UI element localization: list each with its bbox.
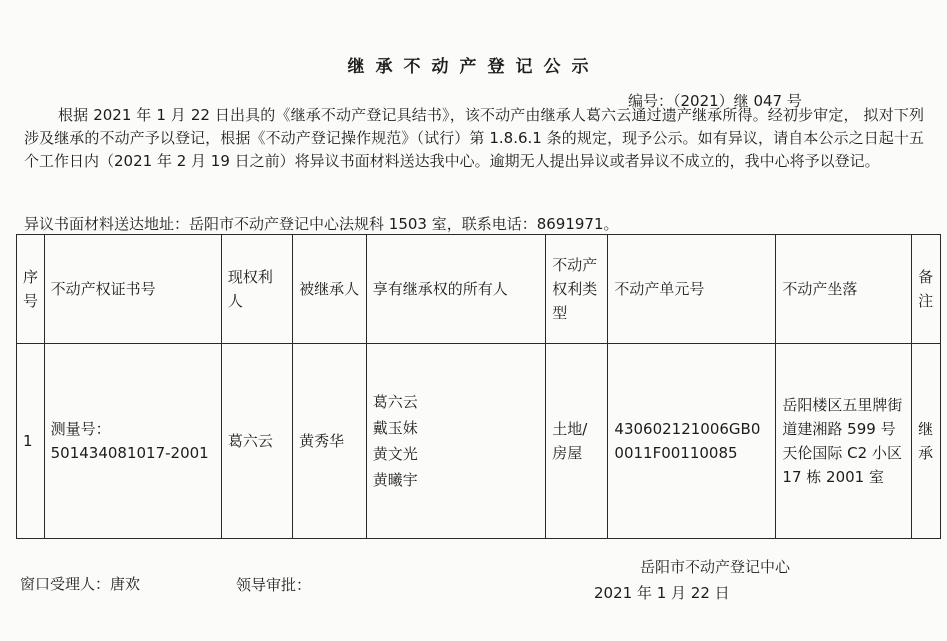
issue-date: 2021 年 1 月 22 日 [594, 584, 730, 602]
property-table [16, 234, 941, 539]
header-cert: 不动产权证书号 [44, 235, 221, 344]
issuing-organization: 岳阳市不动产登记中心 [640, 558, 791, 576]
header-location: 不动产坐落 [776, 235, 912, 344]
heir-name: 戴玉妹 [372, 419, 418, 437]
header-seq: 序号 [17, 235, 45, 344]
cell-note: 继承 [912, 344, 941, 539]
cell-cert [44, 344, 221, 539]
leader-approval: 领导审批： [236, 576, 312, 594]
window-receiver: 窗口受理人：唐欢 [20, 575, 141, 593]
header-right-type: 不动产权利类型 [546, 235, 608, 344]
table-row [17, 344, 941, 539]
cell-location: 岳阳楼区五里牌街道建湘路 599 号天伦国际 C2 小区 17 栋 2001 室 [776, 344, 912, 539]
table-header-row [17, 235, 941, 344]
header-unit-no: 不动产单元号 [608, 235, 776, 344]
document-title: 继承不动产登记公示 [347, 57, 600, 77]
heir-name: 黄曦宇 [372, 471, 418, 489]
cell-heir: 黄秀华 [293, 344, 367, 539]
cert-number: 501434081017-2001 [50, 444, 209, 462]
document-number: 编号：（2021）继 047 号 [628, 92, 802, 110]
header-all-heirs: 享有继承权的所有人 [366, 235, 546, 344]
cell-unit-no: 430602121006GB00011F00110085 [608, 344, 776, 539]
header-heir: 被继承人 [293, 235, 367, 344]
header-owner: 现权利人 [221, 235, 292, 344]
notice-body: 根据 2021 年 1 月 22 日出具的《继承不动产登记具结书》，该不动产由继承人葛六云通过遗产继承所得。经初步审定， 拟对下列涉及继承的不动产予以登记，根据《不动产登记操作规范》（试行）第 1.8.6.1 条的规定，现予公示。如有异议，请自本公示之日起十五个工作日内（2021 年 2 月 19 日之前）将异议书面材料送达我中心。逾期无人提出异议或者异议不成立的，我中心将予以登记。 [24, 106, 924, 170]
cell-right-type: 土地/房屋 [546, 344, 608, 539]
heir-name: 黄文光 [372, 445, 418, 463]
cell-seq: 1 [17, 344, 45, 539]
heir-name: 葛六云 [372, 393, 418, 411]
cell-owner: 葛六云 [221, 344, 292, 539]
cert-label: 测量号： [50, 420, 111, 438]
objection-address: 异议书面材料送达地址：岳阳市不动产登记中心法规科 1503 室，联系电话：8691971。 [24, 215, 619, 233]
header-note: 备注 [912, 235, 941, 344]
cell-all-heirs [366, 344, 546, 539]
